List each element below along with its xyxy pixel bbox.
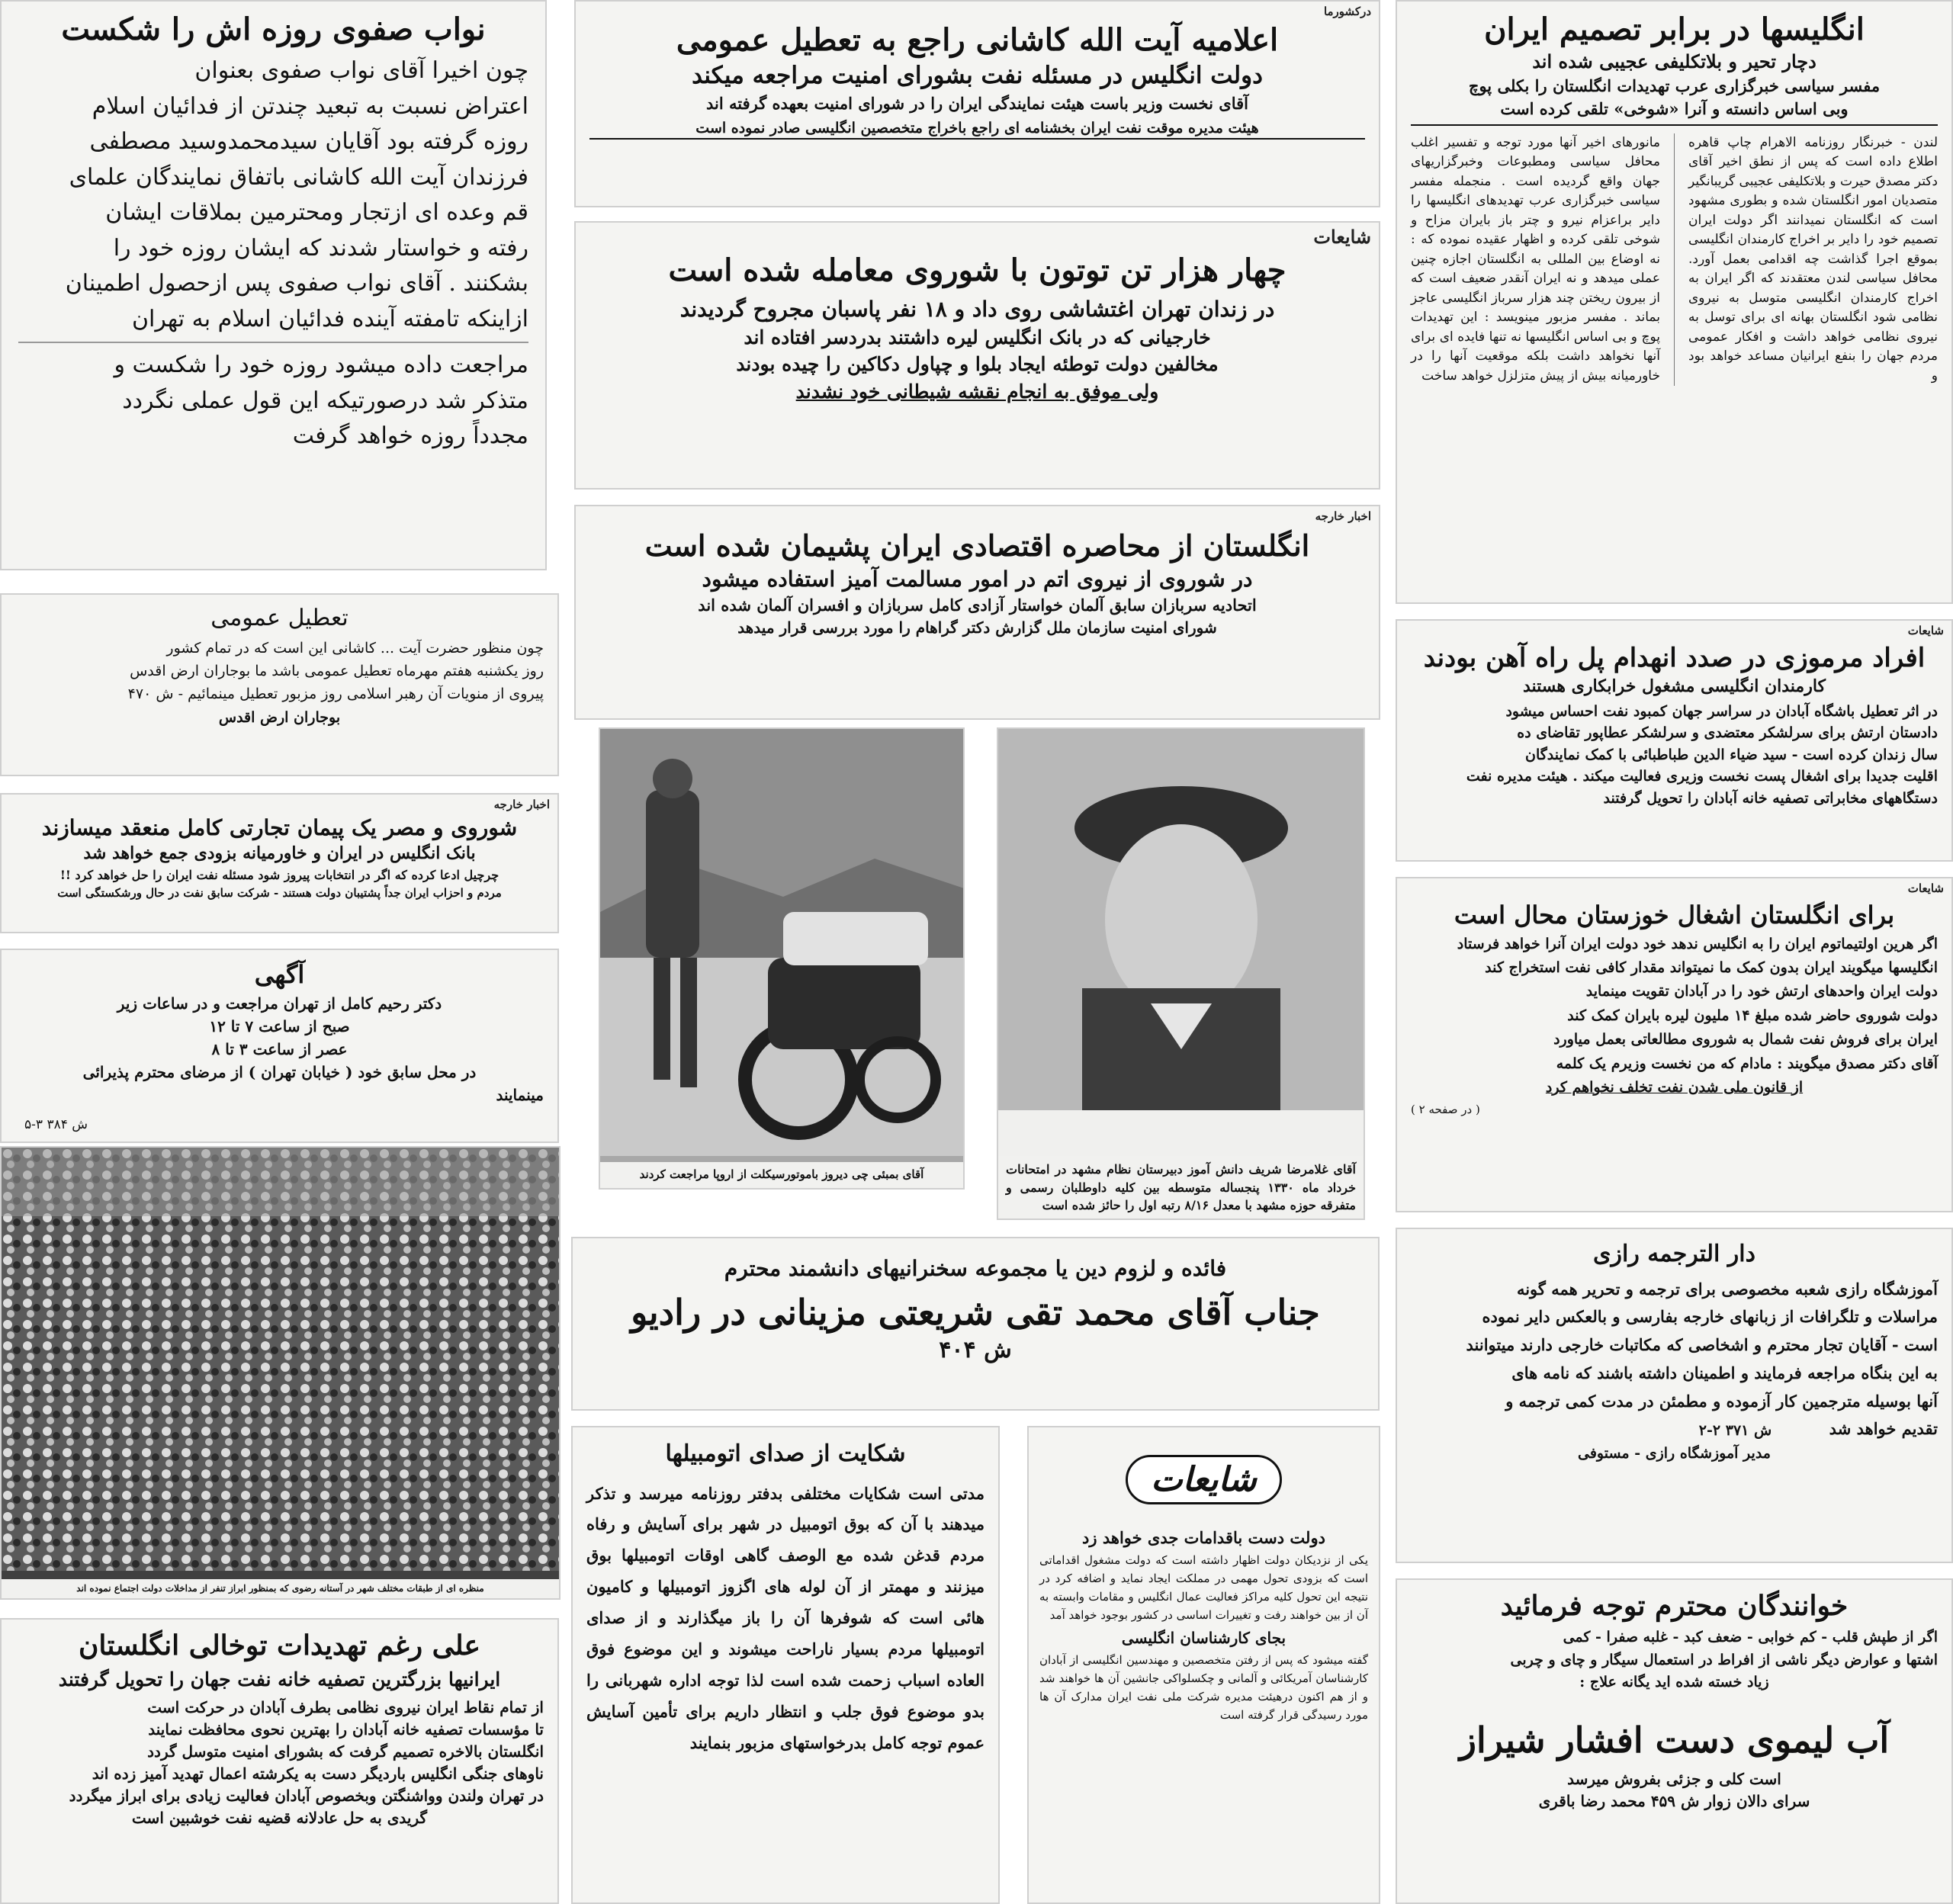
article-line: متذکر شد درصورتیکه این قول عملی نگردد [122, 387, 528, 414]
section-tag: شایعات [1313, 226, 1371, 248]
section-tag: اخبار خارجه [1315, 509, 1371, 523]
article-body [1411, 1626, 1938, 1694]
headline: شوروی و مصر یک پیمان تجارتی کامل منعقد میسازند [41, 815, 518, 840]
article-body [15, 1697, 544, 1829]
article-line: چون منظور حضرت آیت ... کاشانی این است که در تمام کشور [166, 639, 544, 657]
clip-general-strike [0, 593, 559, 776]
motorcycle-photo [599, 727, 965, 1190]
subheadline: بجای کارشناسان انگلیسی [1121, 1629, 1286, 1648]
clip-car-noise-complaint [571, 1426, 1000, 1904]
article-line: تقدیم خواهد شد [1829, 1419, 1938, 1439]
article-line: روز یکشنبه هفتم مهرماه تعطیل عمومی باشد ما بوجاران ارض اقدس [130, 662, 544, 679]
clip-shariati-radio [571, 1237, 1380, 1411]
article-line: مردم و احزاب ایران جداً پشتیبان دولت هستند - شرکت سابق نفت در حال ورشکستگی است [57, 885, 502, 900]
article-line: چون اخیرا آقای نواب صفوی بعنوان [194, 57, 528, 84]
article-line: از قانون ملی شدن نفت تخلف نخواهم کرد [1545, 1078, 1804, 1096]
article-line: ولی موفق به انجام نقشه شیطانی خود نشدند [795, 380, 1159, 403]
article-line: دستگاههای مخابراتی تصفیه خانه آبادان را تحویل گرفتند [1603, 789, 1938, 807]
subheadline: کارمندان انگلیسی مشغول خرابکاری هستند [1522, 676, 1826, 697]
headline: نواب صفوی روزه اش را شکست [61, 11, 486, 47]
clip-rumors-box [1027, 1426, 1380, 1904]
article-body: مدتی است شکایات مختلفی بدفتر روزنامه میرسد و تذکر میدهند با آن که بوق اتومبیل در شهر برای آسایش و رفاه مردم قدغن شده مع الوصف گاهی اوقات اتومبیلها بوق میزنند و مهمتر از آن لوله های اگزوز اتومبیلها و کامیون هائی است که شوفرها آن را باز میگذارند و از صدای اتومبیلها مردم بسیار ناراحت میشوند و این موضوع فوق العاده اسباب زحمت شده است لذا توجه اداره شهربانی را بدو موضوع فوق جلب و انتظار داریم برای تأمین آسایش عموم توجه کامل بدرخواستهای مزبور بنمایند [586, 1483, 985, 1752]
article-line: مراجعت داده میشود روزه خود را شکست و [114, 352, 528, 378]
article-line: شورای امنیت سازمان ملل گزارش دکتر گراهام را مورد بررسی قرار میدهد [737, 618, 1217, 637]
clip-khuzestan [1396, 877, 1953, 1212]
section-tag: اخبار خارجه [493, 798, 550, 811]
rumors-logo [1039, 1434, 1368, 1525]
article-columns [1411, 133, 1938, 387]
crowd-illustration [2, 1148, 561, 1571]
article-line: سال زندان کرده است - سید ضیاء الدین طباطبائی با کمک نمایندگان [1524, 746, 1938, 763]
article-line: اگر از طپش قلب - کم خوابی - ضعف کبد - غلبه صفرا - کمی [1563, 1629, 1938, 1646]
clip-razi-translation [1396, 1228, 1953, 1563]
clip-kashani-declaration [574, 0, 1380, 207]
article-body [1411, 1276, 1938, 1444]
article-line: اتحادیه سربازان سابق آلمان خواستار آزادی کامل سربازان و افسران آلمان شده اند [698, 595, 1257, 615]
headline: علی رغم تهدیدات توخالی انگلستان [78, 1629, 481, 1662]
signature: بوجاران ارض اقدس [218, 708, 341, 726]
section-tag: شایعات [1907, 624, 1944, 637]
clip-despite-threats [0, 1618, 559, 1904]
article-line: است - آقایان تجار محترم و اشخاصی که مکاتبات خارجی دارند میتوانند [1466, 1335, 1938, 1354]
portrait-illustration [998, 729, 1365, 1110]
article-column: لندن - خبرنگار روزنامه الاهرام چاپ قاهره اطلاع داده است که پس از نطق اخیر آقای دکتر مصدق حیرت و بلاتکلیفی عجیبی گریبانگیر متصدیان امور انگلستان شده و بطوری مشهود است که انگلستان نمیدانند اگر دولت ایران تصمیم خود را دایر بر اخراج کارمندان انگلیسی بموقع اجرا گذاشت چه اقدامی بعمل آورد. محافل سیاسی لندن معتقدند که اگر ایران به اخراج کارمندان انگلیسی متوسل به نیروی نظامی شود انگلستان بهانه ای برای توسل به نیروی نظامی خواهد داشت و افکار عمومی مردم جهان را بنفع ایرانیان مساعد خواهد بود و [1688, 134, 1938, 384]
article-line: دادستان ارتش برای سرلشکر معتضدی و سرلشکر عطاپور تقاضای ده [1517, 724, 1938, 742]
article-line: مراسلات و تلگرافات از زبانهای خارجه بفارسی و بالعکس دایر نموده [1482, 1307, 1938, 1327]
photo-caption: آقای غلامرضا شریف دانش آموز دبیرستان نظام مشهد در امتحانات خرداد ماه ۱۳۳۰ پنجساله متوسطه بین کلیه داوطلبان رسمی و متفرقه حوزه مشهد با معدل ۸/۱۶ رتبه اول را حائز شده است [998, 1156, 1364, 1218]
article-line: عصر از ساعت ۳ تا ۸ [211, 1039, 348, 1058]
clip-navvab-safavi [0, 0, 547, 570]
article-line: پیروی از منویات آن رهبر اسلامی روز مزبور تعطیل مینمائیم - ش ۴۷۰ [127, 686, 544, 703]
product-name: آب لیموی دست افشار شیراز [1459, 1719, 1890, 1761]
article-line: سرای دالان زوار ش ۴۵۹ محمد رضا باقری [1538, 1791, 1810, 1810]
article-line: در محل سابق خود ( خیابان تهران ) از مرضای محترم پذیرائی [82, 1062, 477, 1081]
clip-england-blockade [574, 505, 1380, 720]
logo-text: شایعات [1126, 1455, 1282, 1504]
article-line: ازاینکه تامفته آینده فدائیان اسلام به تهران [132, 305, 528, 332]
article-line: هیئت مدیره موقت نفت ایران بخشنامه ای راجع باخراج متخصصین انگلیسی صادر نموده است [589, 120, 1365, 140]
article-body [1411, 701, 1938, 810]
headline: دار الترجمه رازی [1593, 1241, 1755, 1267]
headline: برای انگلستان اشغال خوزستان محال است [1454, 901, 1895, 930]
ad-number: ش ۳۷۱ ۲-۲ [1698, 1422, 1772, 1439]
subheadline: وبی اساس دانسته و آنرا «شوخی» تلقی کرده است [1411, 99, 1938, 125]
subheadline: بانک انگلیس در ایران و خاورمیانه بزودی جمع خواهد شد [83, 843, 476, 864]
ad-number: ش ۳۸۴ ۳-۵ [24, 1117, 88, 1132]
article-line: فرزندان آیت الله کاشانی باتفاق نمایندگان علمای [69, 163, 528, 191]
column-divider [1674, 133, 1675, 387]
subheadline: مفسر سیاسی خبرگزاری عرب تهدیدات انگلستان را بکلی پوچ [1468, 76, 1881, 95]
article-line: ناوهای جنگی انگلیس باردیگر دست به یکرشته اعمال تهدید آمیز زده اند [92, 1764, 544, 1783]
article-line: است کلی و جزئی بفروش میرسد [1567, 1769, 1781, 1788]
article-line: روزه گرفته بود آقایان سیدمحمدوسید مصطفی [89, 128, 528, 155]
article-line: اگر هرین اولتیماتوم ایران را به انگلیس ندهد خود دولت ایران آنرا خواهد فرستاد [1457, 935, 1938, 952]
article-line: اقلیت جدیدا برای اشغال پست نخست وزیری فعالیت میکند . هیئت مدیره نفت [1466, 768, 1938, 785]
clip-tobacco-rumors [574, 221, 1380, 490]
article-line: در اثر تعطیل باشگاه آبادان در سراسر جهان کمبود نفت احساس میشود [1505, 702, 1938, 720]
article-line: رفته و خواستار شدند که ایشان روزه خود را [113, 234, 528, 262]
clip-english-vs-iran [1396, 0, 1953, 604]
subheadline: دولت انگلیس در مسئله نفت بشورای امنیت مراجعه میکند [692, 62, 1263, 89]
article-body [18, 53, 528, 454]
subheadline: دچار تحیر و بلاتکلیفی عجیبی شده اند [1532, 50, 1816, 72]
motorcycle-illustration [600, 729, 965, 1156]
article-line: صبح از ساعت ۷ تا ۱۲ [209, 1016, 350, 1035]
article-line: دکتر رحیم کامل از تهران مراجعت و در ساعات زیر [117, 994, 442, 1013]
article-line: مینمایند [496, 1085, 544, 1104]
article-line: آنها بوسیله مترجمین کار آزموده و مطمئن در مدت کمی ترجمه و [1505, 1391, 1938, 1411]
article-line: گریدی به حل عادلانه قضیه نفت خوشبین است [131, 1808, 428, 1827]
article-body [1411, 933, 1938, 1100]
article-line: ایران برای فروش نفت شمال به شوروی مطالعاتی بعمل میاورد [1553, 1031, 1938, 1048]
headline: آگهی [254, 960, 305, 989]
photo-caption: آقای بمبئی چی دیروز باموتورسیکلت از اروپا مراجعت کردند [600, 1162, 963, 1188]
section-tag: درکشورما [1323, 5, 1371, 18]
signature: مدیر آموزشگاه رازی - مستوفی [1578, 1445, 1771, 1462]
headline: افراد مرموزی در صدد انهدام پل راه آهن بودند [1423, 643, 1926, 673]
subheadline: ایرانیها بزرگترین تصفیه خانه نفت جهان را تحویل گرفتند [58, 1668, 501, 1691]
subheadline: در زندان تهران اغتشاشی روی داد و ۱۸ نفر پاسبان مجروح گردیدند [679, 297, 1275, 322]
headline: خوانندگان محترم توجه فرمائید [1500, 1590, 1849, 1622]
article-column: مانورهای اخیر آنها مورد توجه و تفسیر اغلب محافل سیاسی ومطبوعات وخبرگزاریهای جهان واقع گردیده است . منجمله مفسر سیاسی خبرگزاری عرب تهدیدهای انگلیسها را دایر براعزام نیرو و چتر باز بایران مزاح و شوخی تلقی کرده و اظهار عقیده نموده که : نه اوضاع بین المللی به انگلستان اجازه چنین عملی میدهد و نه ایران آنقدر ضعیف است که از بیرون ریختن چند هزار سرباز انگلیسی عاجز بماند . مفسر مزبور مینویسد : این تهدیدات پوچ و بی اساس انگلیسها نه تنها فایده ای برای آنها نخواهد داشت بلکه موقعیت آنها را در خاورمیانه بیش از پیش متزلزل خواهد ساخت [1411, 134, 1660, 384]
ad-number: ش ۴۰۴ [939, 1336, 1012, 1363]
headline: انگلیسها در برابر تصمیم ایران [1484, 11, 1865, 47]
article-line: در تهران ولندن وواشنگتن وبخصوص آبادان فعالیت زیادی برای ابراز میگردد [69, 1786, 544, 1805]
article-body [15, 637, 544, 730]
article-line: چرچیل ادعا کرده که اگر در انتخابات پیروز شود مسئله نفت ایران را حل خواهد کرد !! [59, 867, 499, 882]
headline: جناب آقای محمد تقی شریعتی مزینانی در رادیو [631, 1292, 1320, 1333]
article-body [15, 992, 544, 1106]
article-line: زیاد خسته شده اید یگانه علاج : [1579, 1674, 1769, 1691]
article-line: آقای دکتر مصدق میگویند : مادام که من نخست وزیرم یک کلمه [1556, 1055, 1938, 1072]
headline: تعطیل عمومی [210, 605, 349, 631]
article-line: مجدداً روزه خواهد گرفت [292, 422, 528, 449]
section-tag: شایعات [1907, 881, 1944, 895]
photo-caption: منظره ای از طبقات مختلف شهر در آستانه رضوی که بمنظور ابراز تنفر از مداخلات دولت اجتماع نموده اند [2, 1579, 559, 1598]
headline: چهار هزار تن توتون با شوروی معامله شده است [668, 252, 1286, 288]
article-line: آقای نخست وزیر باست هیئت نمایندگی ایران را در شورای امنیت بعهده گرفته اند [706, 93, 1248, 113]
headline: اعلامیه آیت الله کاشانی راجع به تعطیل عمومی [676, 22, 1279, 58]
clip-lemon-juice-ad [1396, 1578, 1953, 1904]
article-line: مخالفین دولت توطئه ایجاد بلوا و چپاول دکاکین را چیده بودند [736, 353, 1219, 376]
clip-rail-bridge [1396, 619, 1953, 862]
article-line: آموزشگاه رازی شعبه مخصوصی برای ترجمه و تحریر همه گونه [1516, 1279, 1938, 1299]
article-line: انگلیسها میگویند ایران بدون کمک ما نمیتواند مقدار کافی نفت استخراج کند [1485, 959, 1938, 977]
article-line: اشتها و عوارض دیگر ناشی از افراط در استعمال سیگار و چای و چربی [1510, 1651, 1938, 1668]
subheadline: دولت دست باقدامات جدی خواهد زد [1082, 1528, 1325, 1547]
crowd-photo [0, 1146, 561, 1600]
article-line: بشکنند . آقای نواب صفوی پس ازحصول اطمینان [65, 270, 528, 297]
article-line: خارجیانی که در بانک انگلیس لیره داشتند بدردسر افتاده اند [744, 326, 1211, 348]
article-line: دولت ایران واحدهای ارتش خود را در آبادان تقویت مینماید [1585, 983, 1938, 1000]
article-line: فائده و لزوم دین یا مجموعه سخنرانیهای دانشمند محترم [724, 1256, 1227, 1281]
article-body: گفته میشود که پس از رفتن متخصصین و مهندسین انگلیسی از آبادان کارشناسان آمریکائی و آلمانی و چکسلواکی جانشین آن ها خواهند شد و از هم اکنون درهیئت مدیره شرکت ملی نفت ایران مدارک آن ها مورد رسیدگی قرار گرفته است [1039, 1653, 1368, 1723]
article-line: از تمام نقاط ایران نیروی نظامی بطرف آبادان در حرکت است [147, 1697, 544, 1716]
divider [18, 342, 528, 343]
subheadline: در شوروی از نیروی اتم در امور مسالمت آمیز استفاده میشود [702, 566, 1253, 592]
headline: شکایت از صدای اتومبیلها [665, 1440, 906, 1467]
clip-doctor-advertisement [0, 949, 559, 1143]
student-portrait-photo [997, 727, 1365, 1220]
article-line: قم وعده ای ازتجار ومحترمین بملاقات ایشان [105, 199, 528, 226]
article-line: انگلستان بالاخره تصمیم گرفت که بشورای امنیت متوسل گردد [147, 1742, 544, 1761]
continued-note: ( در صفحه ۲ ) [1411, 1103, 1480, 1117]
article-body: یکی از نزدیکان دولت اظهار داشته است که دولت مشغول اقداماتی است که بزودی تحول مهمی در مملکت ایجاد نماید و اضافه کرد در نتیجه این تحول کلیه مراکز فعالیت عمال انگلیس و مقامات وابسته به آن از بین خواهند رفت و تغییرات اساسی در کشور بوجود خواهد آمد [1039, 1553, 1368, 1623]
article-line: اعتراض نسبت به تبعید چندتن از فدائیان اسلام [92, 92, 528, 120]
headline: انگلستان از محاصره اقتصادی ایران پشیمان شده است [644, 528, 1310, 563]
article-line: تا مؤسسات تصفیه خانه آبادان را بهترین نحوی محافظت نمایند [148, 1719, 544, 1739]
article-line: به این بنگاه مراجعه فرمایند و اطمینان داشته باشند که نامه های [1511, 1363, 1938, 1382]
article-line: دولت شوروی حاضر شده مبلغ ۱۴ ملیون لیره بایران کمک کند [1567, 1007, 1938, 1024]
clip-ussr-egypt-pact [0, 793, 559, 933]
